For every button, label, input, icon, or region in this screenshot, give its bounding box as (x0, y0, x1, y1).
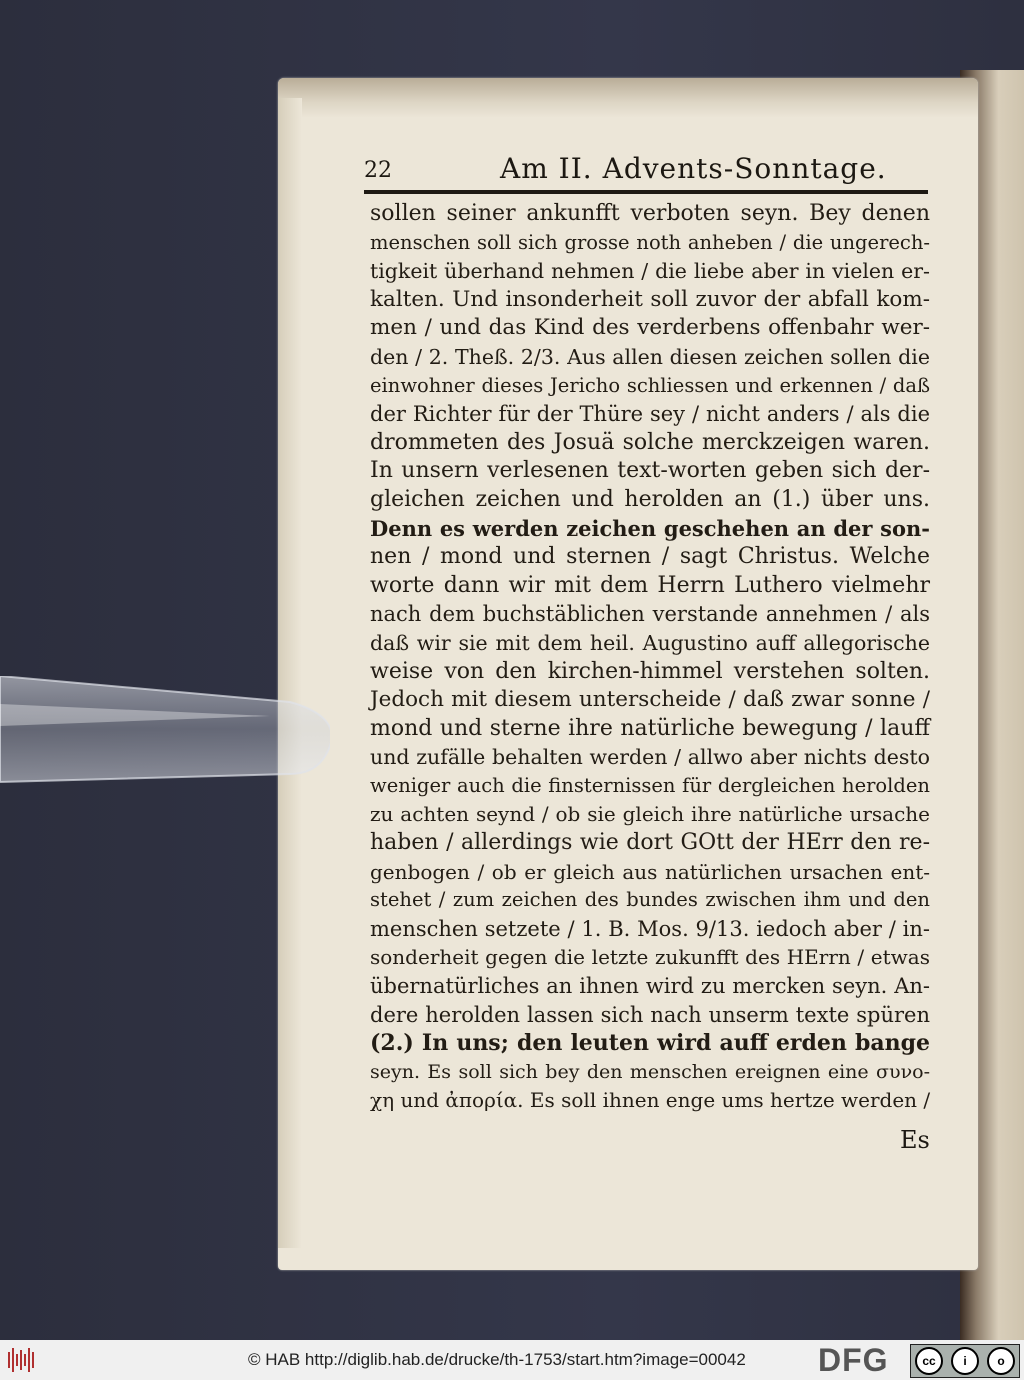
page-gutter-edge (278, 98, 302, 1248)
catchword: Es (900, 1126, 930, 1154)
text-line: mond und sterne ihre natürliche bewegung / lauff (370, 715, 930, 741)
text-line: weniger auch die finsternissen für dergleichen herolden (370, 773, 930, 797)
text-line: worte dann wir mit dem Herrn Luthero vielmehr (370, 572, 930, 598)
page-header (364, 150, 924, 190)
text-line: der Richter für der Thüre sey / nicht anders / als die (370, 402, 930, 427)
text-line: χη und ἀπορία. Es soll ihnen enge ums hertze werden / (370, 1088, 931, 1113)
text-line: Jedoch mit diesem unterscheide / daß zwar sonne / (370, 687, 930, 713)
text-line: sollen seiner ankunfft verboten seyn. Bey denen (370, 201, 930, 226)
text-line: nach dem buchstäblichen verstande annehmen / als (370, 602, 930, 627)
text-line: genbogen / ob er gleich aus natürlichen ursachen ent- (370, 859, 930, 884)
text-line: menschen soll sich grosse noth anheben / die ungerech- (370, 230, 930, 254)
hab-barcode-logo (8, 1348, 36, 1372)
source-url[interactable]: © HAB http://diglib.hab.de/drucke/th-1753/start.htm?image=00042 (248, 1350, 746, 1369)
text-line: kalten. Und insonderheit soll zuvor der abfall kom- (370, 286, 930, 312)
text-line: drommeten des Josuä solche merckzeigen waren. (370, 429, 930, 455)
sa-icon: o (987, 1347, 1015, 1375)
text-line: men / und das Kind des verderbens offenbahr wer- (370, 315, 930, 341)
running-head: Am II. Advents-Sonntage. (500, 152, 887, 185)
text-line: (2.) In uns; den leuten wird auff erden bange (370, 1030, 930, 1057)
text-line: einwohner dieses Jericho schliessen und erkennen / daß (370, 373, 930, 397)
cc-icon: cc (915, 1347, 943, 1375)
text-line: seyn. Es soll sich bey den menschen ereignen eine συνο- (370, 1060, 930, 1083)
text-line: nen / mond und sternen / sagt Christus. Welche (370, 544, 930, 570)
text-line: und zufälle behalten werden / allwo aber nichts desto (370, 745, 930, 770)
text-line: dere herolden lassen sich nach unserm texte spüren (370, 1002, 930, 1027)
text-line: sonderheit gegen die letzte zukunfft des HErrn / etwas (370, 945, 930, 970)
text-line: zu achten seynd / ob sie gleich ihre natürliche ursache (370, 802, 930, 827)
text-line: stehet / zum zeichen des bundes zwischen ihm und den (370, 888, 930, 912)
text-line: den / 2. Theß. 2/3. Aus allen diesen zeichen sollen die (370, 344, 930, 369)
by-icon: i (951, 1347, 979, 1375)
text-line: daß wir sie mit dem heil. Augustino auff allegorische (370, 630, 930, 655)
text-line: In unsern verlesenen text-worten geben sich der- (370, 458, 930, 484)
text-line: tigkeit überhand nehmen / die liebe aber in vielen er- (370, 259, 930, 284)
page-number: 22 (364, 158, 392, 183)
text-line: Denn es werden zeichen geschehen an der son- (370, 515, 930, 541)
text-line: übernatürliches an ihnen wird zu mercken seyn. An- (370, 974, 930, 999)
text-line: gleichen zeichen und herolden an (1.) über uns. (370, 486, 930, 512)
dfg-logo: DFG (818, 1342, 889, 1378)
glass-ruler-strip (0, 676, 330, 786)
header-rule (364, 190, 928, 194)
text-line: haben / allerdings wie dort GOtt der HErr den re- (370, 830, 930, 856)
body-text (370, 200, 930, 1115)
footer-bar (0, 1340, 1024, 1380)
text-line: weise von den kirchen-himmel verstehen solten. (370, 658, 930, 684)
page-top-edge (278, 78, 978, 118)
cc-license-badge[interactable] (910, 1344, 1020, 1378)
text-line: menschen setzete / 1. B. Mos. 9/13. iedoch aber / in- (370, 916, 930, 941)
